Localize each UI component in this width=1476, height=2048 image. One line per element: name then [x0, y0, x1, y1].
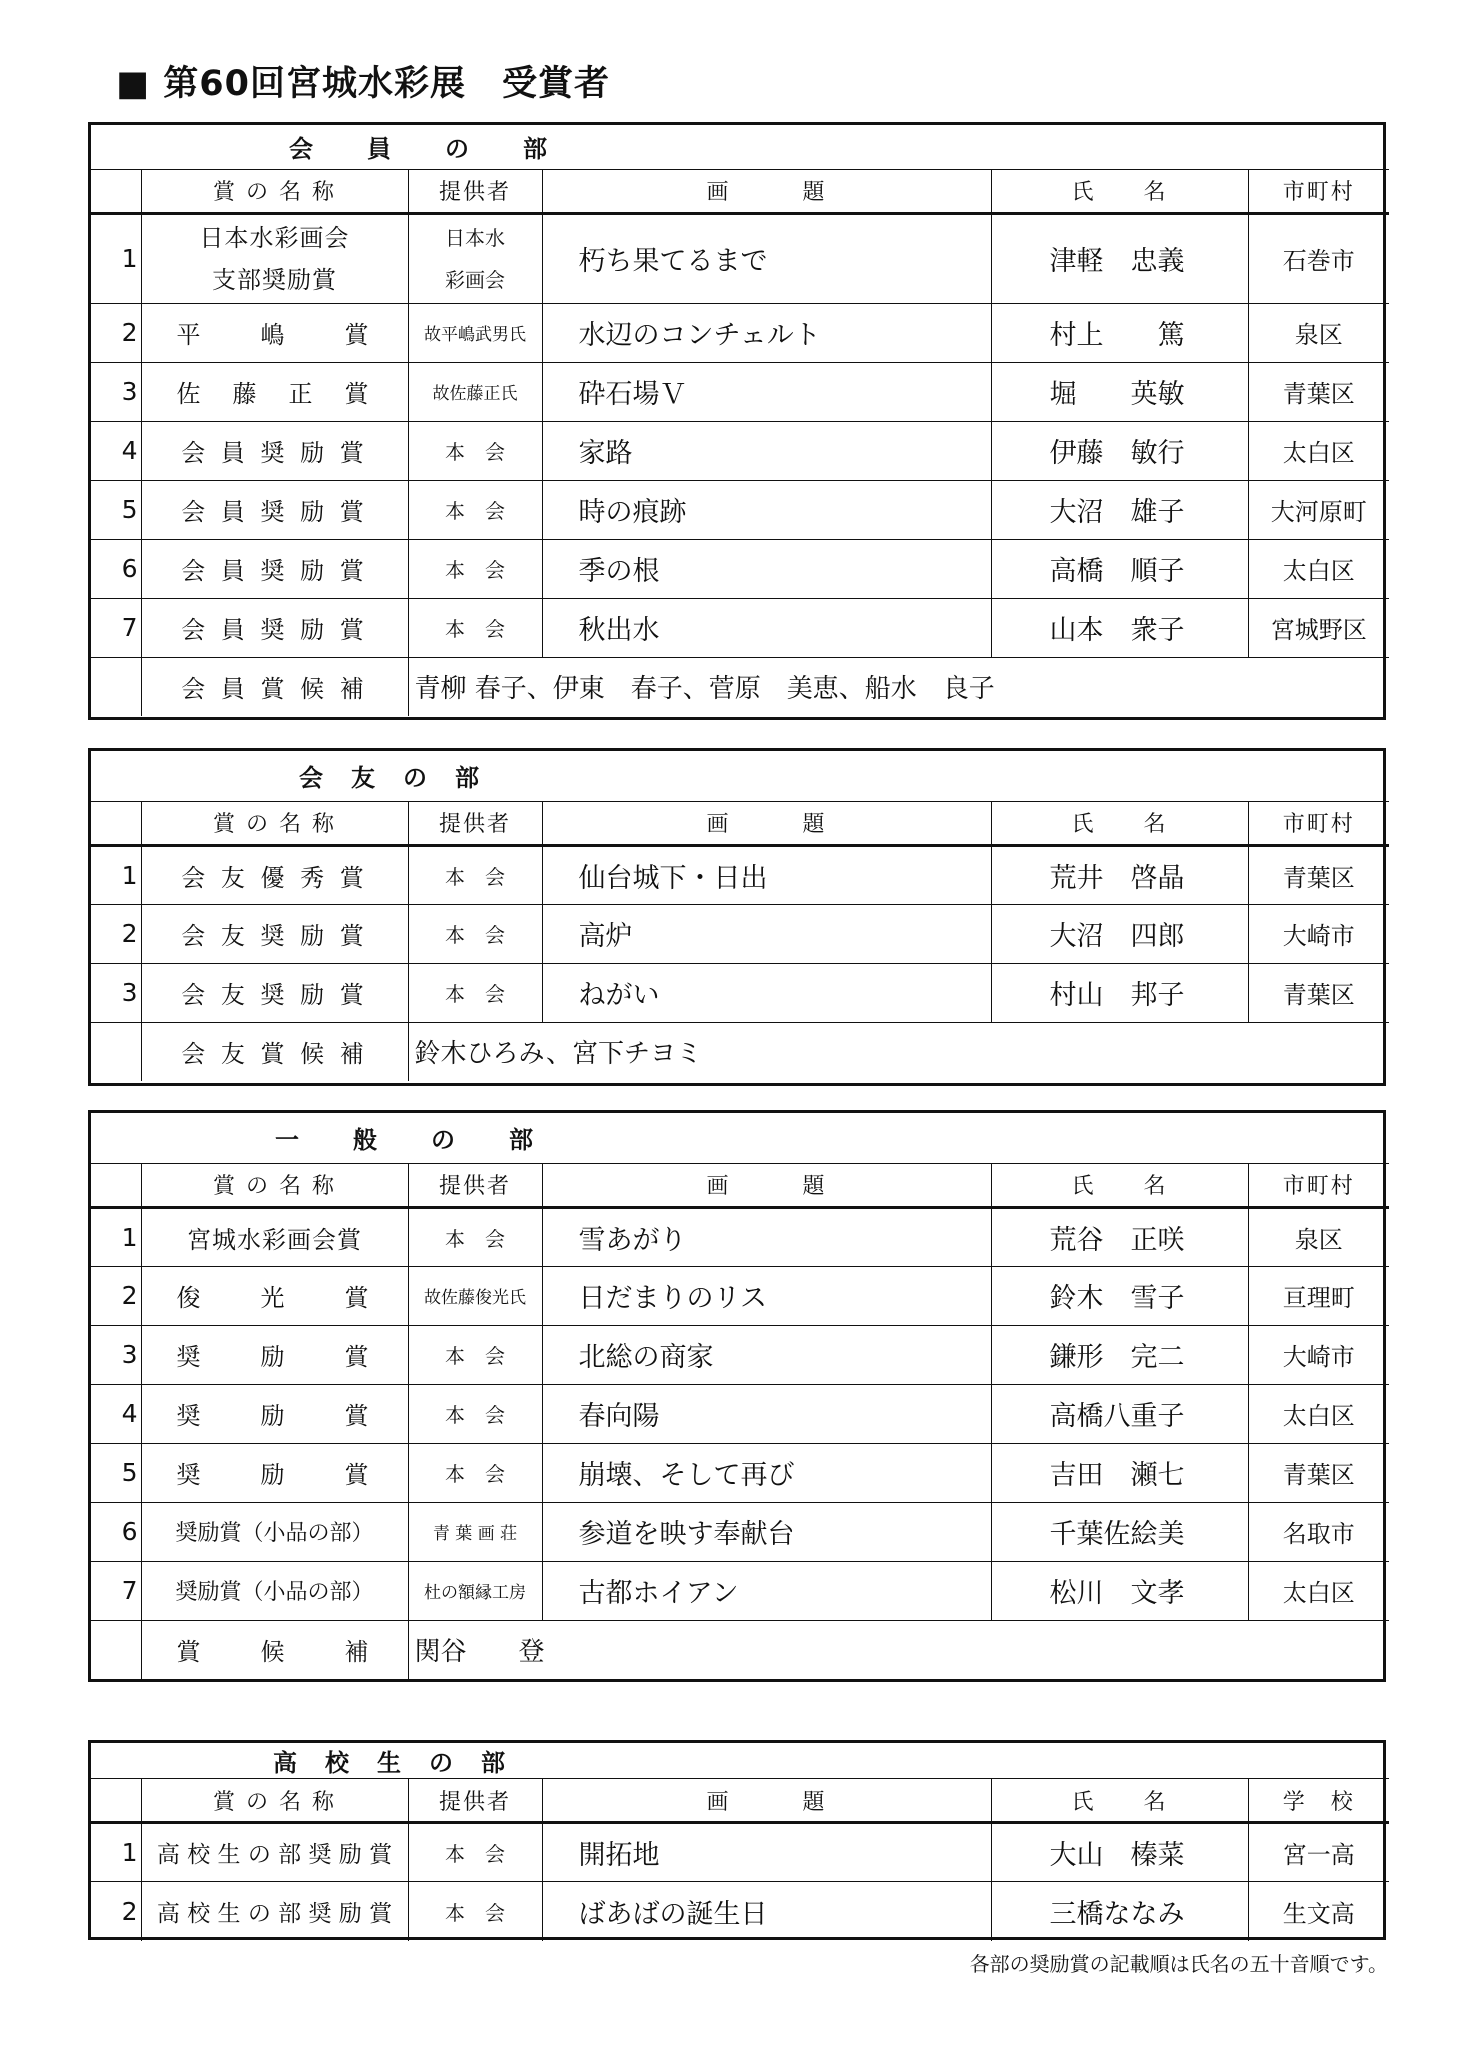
row-number: 7 [91, 598, 141, 657]
award-name: 平 嶋 賞 [141, 303, 408, 362]
provider: 本 会 [408, 963, 542, 1022]
artist-name: 吉田 瀬七 [991, 1443, 1248, 1502]
section-heading: 一 般 の 部 [91, 1113, 1389, 1163]
work-title: 崩壊、そして再び [542, 1443, 991, 1502]
work-title: 春向陽 [542, 1384, 991, 1443]
provider: 本 会 [408, 1207, 542, 1266]
artist-name: 鎌形 完二 [991, 1325, 1248, 1384]
artist-name: 三橋ななみ [991, 1882, 1248, 1941]
footnote: 各部の奨励賞の記載順は氏名の五十音順です。 [969, 1952, 1388, 1976]
artist-name: 堀 英敏 [991, 362, 1248, 421]
school: 生文高 [1248, 1882, 1389, 1941]
section-heading: 会 友 の 部 [91, 751, 1389, 801]
table-row [91, 1266, 1389, 1325]
city: 泉区 [1248, 1207, 1389, 1266]
provider: 本 会 [408, 904, 542, 963]
row-number: 6 [91, 539, 141, 598]
city: 青葉区 [1248, 963, 1389, 1022]
work-title: 朽ち果てるまで [542, 213, 991, 303]
header-row [91, 1779, 1389, 1823]
row-number: 2 [91, 1266, 141, 1325]
row-number: 2 [91, 1882, 141, 1941]
header-award: 賞 の 名 称 [141, 801, 408, 845]
header-row [91, 801, 1389, 845]
work-title: 参道を映す奉献台 [542, 1502, 991, 1561]
artist-name: 大山 榛菜 [991, 1823, 1248, 1882]
candidate-row [91, 657, 1389, 716]
artist-name: 荒谷 正咲 [991, 1207, 1248, 1266]
table-row [91, 1561, 1389, 1620]
row-number: 2 [91, 904, 141, 963]
row-number: 1 [91, 845, 141, 904]
candidate-names: 関谷 登 [408, 1620, 1389, 1679]
award-name: 会 員 奨 励 賞 [141, 539, 408, 598]
provider: 本 会 [408, 598, 542, 657]
header-provider: 提供者 [408, 1779, 542, 1823]
work-title: ばあばの誕生日 [542, 1882, 991, 1941]
city: 青葉区 [1248, 845, 1389, 904]
row-number: 7 [91, 1561, 141, 1620]
work-title: 北総の商家 [542, 1325, 991, 1384]
header-name: 氏 名 [991, 1779, 1248, 1823]
city: 太白区 [1248, 1561, 1389, 1620]
header-provider: 提供者 [408, 801, 542, 845]
award-name: 日本水彩画会 支部奨励賞 [141, 213, 408, 303]
artist-name: 村上 篤 [991, 303, 1248, 362]
school: 宮一高 [1248, 1823, 1389, 1882]
work-title: 季の根 [542, 539, 991, 598]
city: 泉区 [1248, 303, 1389, 362]
provider: 青 葉 画 荘 [408, 1502, 542, 1561]
section-associates [88, 748, 1386, 1086]
city: 青葉区 [1248, 362, 1389, 421]
candidate-label: 会 友 賞 候 補 [141, 1022, 408, 1081]
candidate-label: 賞 候 補 [141, 1620, 408, 1679]
header-title: 画 題 [542, 801, 991, 845]
header-title: 画 題 [542, 1163, 991, 1207]
provider: 本 会 [408, 480, 542, 539]
award-name: 会 員 奨 励 賞 [141, 421, 408, 480]
work-title: 水辺のコンチェルト [542, 303, 991, 362]
table-row [91, 1207, 1389, 1266]
table-row [91, 1502, 1389, 1561]
row-number: 1 [91, 213, 141, 303]
provider: 本 会 [408, 539, 542, 598]
row-number: 3 [91, 362, 141, 421]
table-row [91, 1823, 1389, 1882]
header-title: 画 題 [542, 1779, 991, 1823]
candidate-row [91, 1022, 1389, 1081]
table-row [91, 904, 1389, 963]
award-name: 奨 励 賞 [141, 1384, 408, 1443]
section-heading: 高 校 生 の 部 [91, 1743, 1389, 1779]
header-title: 画 題 [542, 169, 991, 213]
city: 大河原町 [1248, 480, 1389, 539]
artist-name: 高橋八重子 [991, 1384, 1248, 1443]
section-high-school [88, 1740, 1386, 1940]
table-row [91, 963, 1389, 1022]
artist-name: 津軽 忠義 [991, 213, 1248, 303]
award-name: 俊 光 賞 [141, 1266, 408, 1325]
city: 石巻市 [1248, 213, 1389, 303]
artist-name: 大沼 雄子 [991, 480, 1248, 539]
artist-name: 高橋 順子 [991, 539, 1248, 598]
header-provider: 提供者 [408, 169, 542, 213]
header-award: 賞 の 名 称 [141, 169, 408, 213]
artist-name: 千葉佐絵美 [991, 1502, 1248, 1561]
work-title: 時の痕跡 [542, 480, 991, 539]
city: 太白区 [1248, 1384, 1389, 1443]
table-row [91, 480, 1389, 539]
candidate-row [91, 1620, 1389, 1679]
table-row [91, 598, 1389, 657]
provider: 本 会 [408, 1443, 542, 1502]
header-school: 学 校 [1248, 1779, 1389, 1823]
row-number: 6 [91, 1502, 141, 1561]
header-name: 氏 名 [991, 169, 1248, 213]
row-number: 5 [91, 1443, 141, 1502]
row-number: 4 [91, 1384, 141, 1443]
city: 名取市 [1248, 1502, 1389, 1561]
general-table [91, 1113, 1389, 1679]
artist-name: 伊藤 敏行 [991, 421, 1248, 480]
city: 青葉区 [1248, 1443, 1389, 1502]
provider: 故平嶋武男氏 [408, 303, 542, 362]
row-number: 3 [91, 963, 141, 1022]
table-row [91, 1882, 1389, 1941]
work-title: ねがい [542, 963, 991, 1022]
artist-name: 村山 邦子 [991, 963, 1248, 1022]
provider: 本 会 [408, 421, 542, 480]
award-name: 高 校 生 の 部 奨 励 賞 [141, 1823, 408, 1882]
provider: 日本水 彩画会 [408, 213, 542, 303]
work-title: 開拓地 [542, 1823, 991, 1882]
header-row [91, 169, 1389, 213]
candidate-names: 鈴木ひろみ、宮下チヨミ [408, 1022, 1389, 1081]
table-row [91, 1443, 1389, 1502]
header-name: 氏 名 [991, 1163, 1248, 1207]
award-name: 会 員 奨 励 賞 [141, 480, 408, 539]
row-number: 1 [91, 1823, 141, 1882]
work-title: 日だまりのリス [542, 1266, 991, 1325]
table-row [91, 362, 1389, 421]
provider: 本 会 [408, 1882, 542, 1941]
associates-table [91, 751, 1389, 1081]
header-city: 市町村 [1248, 169, 1389, 213]
members-table [91, 125, 1389, 716]
artist-name: 荒井 啓晶 [991, 845, 1248, 904]
city: 亘理町 [1248, 1266, 1389, 1325]
award-name: 奨 励 賞 [141, 1325, 408, 1384]
award-name: 宮城水彩画会賞 [141, 1207, 408, 1266]
work-title: 雪あがり [542, 1207, 991, 1266]
section-members [88, 122, 1386, 720]
award-name: 会 員 奨 励 賞 [141, 598, 408, 657]
row-number: 1 [91, 1207, 141, 1266]
artist-name: 鈴木 雪子 [991, 1266, 1248, 1325]
work-title: 仙台城下・日出 [542, 845, 991, 904]
award-name: 奨励賞（小品の部） [141, 1561, 408, 1620]
provider: 本 会 [408, 1325, 542, 1384]
artist-name: 大沼 四郎 [991, 904, 1248, 963]
award-name: 会 友 優 秀 賞 [141, 845, 408, 904]
provider: 本 会 [408, 845, 542, 904]
work-title: 高炉 [542, 904, 991, 963]
award-name: 奨励賞（小品の部） [141, 1502, 408, 1561]
artist-name: 松川 文孝 [991, 1561, 1248, 1620]
table-row [91, 303, 1389, 362]
work-title: 家路 [542, 421, 991, 480]
city: 宮城野区 [1248, 598, 1389, 657]
provider: 杜の額縁工房 [408, 1561, 542, 1620]
award-name: 佐 藤 正 賞 [141, 362, 408, 421]
section-heading: 会 員 の 部 [91, 125, 1389, 169]
provider: 本 会 [408, 1823, 542, 1882]
header-name: 氏 名 [991, 801, 1248, 845]
work-title: 砕石場Ｖ [542, 362, 991, 421]
table-row [91, 213, 1389, 303]
row-number: 3 [91, 1325, 141, 1384]
award-name: 高 校 生 の 部 奨 励 賞 [141, 1882, 408, 1941]
table-row [91, 539, 1389, 598]
row-number: 2 [91, 303, 141, 362]
header-city: 市町村 [1248, 801, 1389, 845]
table-row [91, 421, 1389, 480]
work-title: 秋出水 [542, 598, 991, 657]
table-row [91, 1325, 1389, 1384]
provider: 故佐藤正氏 [408, 362, 542, 421]
header-row [91, 1163, 1389, 1207]
table-row [91, 1384, 1389, 1443]
city: 太白区 [1248, 421, 1389, 480]
award-name: 会 友 奨 励 賞 [141, 963, 408, 1022]
page-title: ■ 第60回宮城水彩展 受賞者 [116, 64, 610, 104]
candidate-label: 会 員 賞 候 補 [141, 657, 408, 716]
work-title: 古都ホイアン [542, 1561, 991, 1620]
city: 大崎市 [1248, 904, 1389, 963]
high-school-table [91, 1743, 1389, 1941]
section-general [88, 1110, 1386, 1682]
table-row [91, 845, 1389, 904]
header-city: 市町村 [1248, 1163, 1389, 1207]
provider: 本 会 [408, 1384, 542, 1443]
header-award: 賞 の 名 称 [141, 1779, 408, 1823]
header-award: 賞 の 名 称 [141, 1163, 408, 1207]
row-number: 4 [91, 421, 141, 480]
header-provider: 提供者 [408, 1163, 542, 1207]
award-name: 会 友 奨 励 賞 [141, 904, 408, 963]
artist-name: 山本 衆子 [991, 598, 1248, 657]
provider: 故佐藤俊光氏 [408, 1266, 542, 1325]
city: 大崎市 [1248, 1325, 1389, 1384]
city: 太白区 [1248, 539, 1389, 598]
award-name: 奨 励 賞 [141, 1443, 408, 1502]
row-number: 5 [91, 480, 141, 539]
candidate-names: 青柳 春子、伊東 春子、菅原 美恵、船水 良子 [408, 657, 1389, 716]
